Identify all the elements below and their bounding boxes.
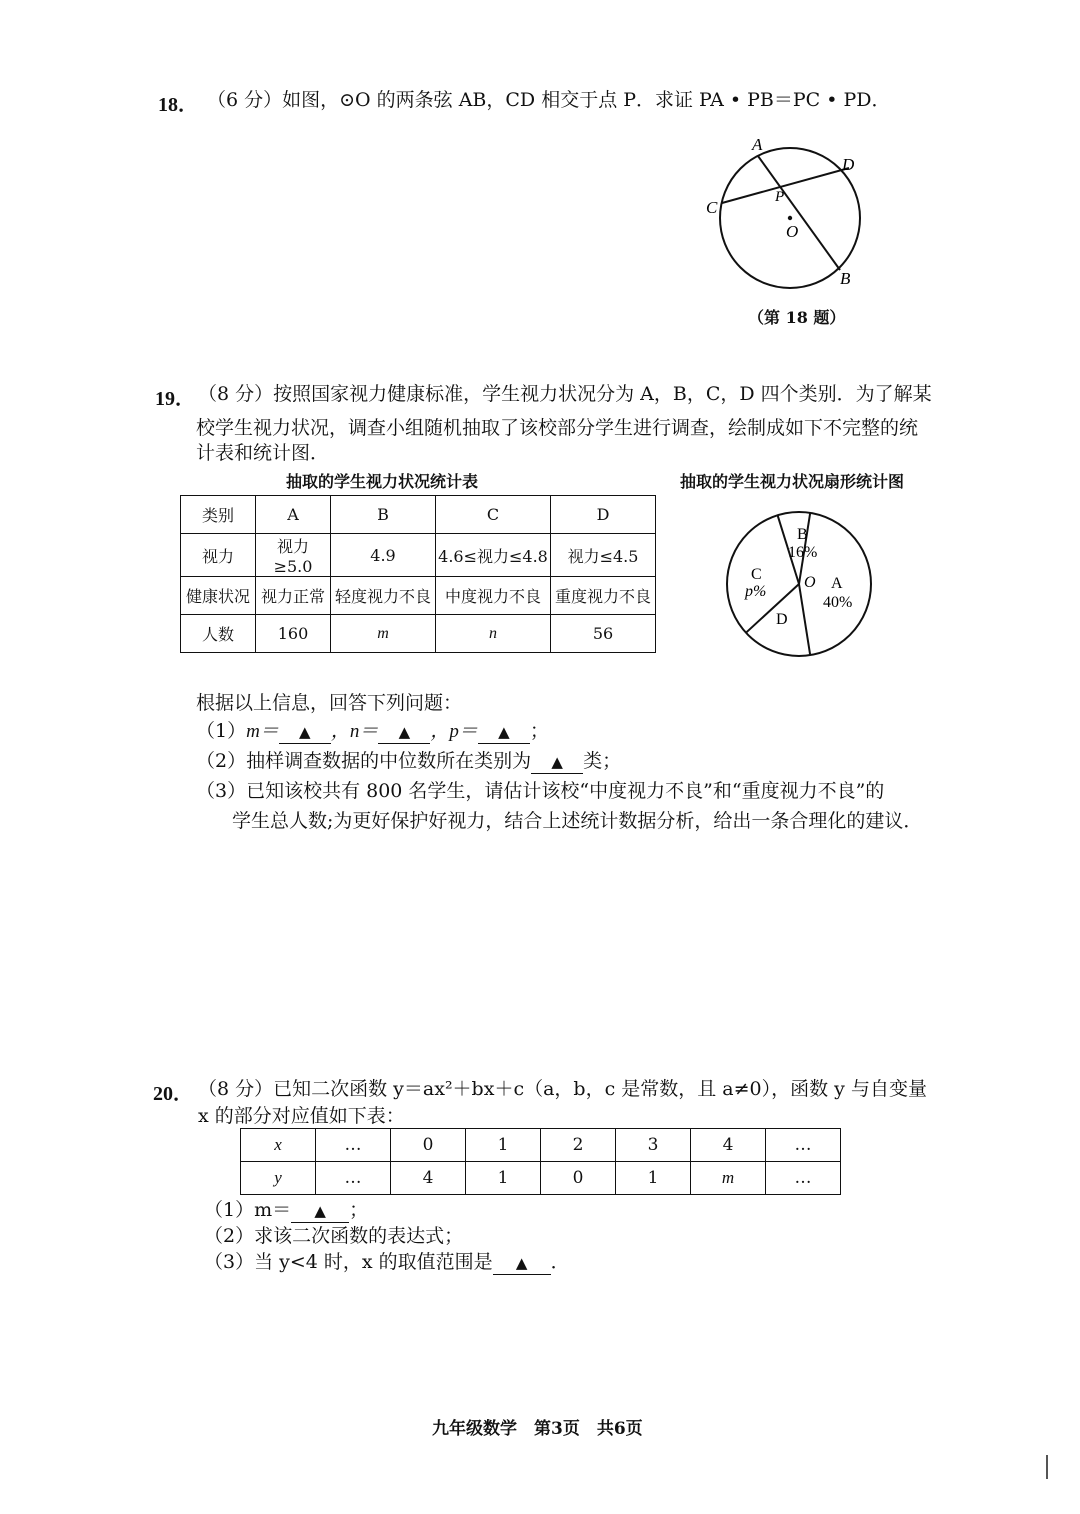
- pie-label-b: B: [797, 526, 808, 543]
- table-cell: …: [766, 1162, 841, 1195]
- table-cell: 160: [256, 615, 331, 653]
- circle-chords-figure: [690, 128, 880, 298]
- q20-part2: （2）求该二次函数的表达式；: [204, 1225, 464, 1247]
- q19-line3: 计表和统计图．: [196, 442, 330, 464]
- table-cell: …: [316, 1129, 391, 1162]
- label-p: P: [775, 189, 785, 205]
- table-row: [181, 577, 656, 615]
- label-o: O: [786, 222, 799, 241]
- q20-p1-end: ；: [349, 1199, 369, 1221]
- q19-p1-end: ；: [529, 720, 549, 742]
- table-cell: 视力≤4.5: [551, 534, 656, 577]
- table-cell: 0: [541, 1162, 616, 1195]
- q19-line1: （8 分）按照国家视力健康标准，学生视力状况分为 A，B，C，D 四个类别．为了解某: [198, 383, 932, 405]
- table-cell: 1: [616, 1162, 691, 1195]
- table-cell: 4.6≤视力≤4.8: [436, 534, 551, 577]
- margin-mark: [1046, 1455, 1048, 1479]
- answer-blank-m[interactable]: [279, 720, 331, 744]
- answer-blank-range[interactable]: [493, 1251, 551, 1275]
- table-cell: B: [331, 496, 436, 534]
- table-row: [181, 615, 656, 653]
- table-cell: m: [691, 1162, 766, 1195]
- q19-prompt: 根据以上信息，回答下列问题：: [196, 692, 463, 714]
- q19-p2-text: （2）抽样调查数据的中位数所在类别为: [196, 750, 532, 772]
- label-c: C: [706, 198, 718, 217]
- triangle-icon: ▲: [551, 753, 563, 771]
- table-cell: m: [331, 615, 436, 653]
- q19-p1-p: ，p＝: [430, 721, 478, 742]
- table-cell: 视力: [181, 534, 256, 577]
- table-cell: 人数: [181, 615, 256, 653]
- vision-stats-table: [180, 495, 656, 653]
- label-a: A: [752, 135, 763, 154]
- table-cell: 4: [391, 1162, 466, 1195]
- table-cell: 视力≥5.0: [256, 534, 331, 577]
- table-row: [181, 496, 656, 534]
- table-cell: 0: [391, 1129, 466, 1162]
- vision-pie-chart: [720, 505, 880, 665]
- pie-label-c: C: [751, 566, 762, 583]
- answer-blank-n[interactable]: [378, 720, 430, 744]
- q19-table-title: 抽取的学生视力状况统计表: [286, 472, 479, 491]
- q19-p1-num: （1）: [196, 720, 247, 742]
- triangle-icon: ▲: [515, 1254, 528, 1272]
- pie-label-o: O: [804, 574, 816, 591]
- q19-chart-title: 抽取的学生视力状况扇形统计图: [680, 472, 905, 491]
- q20-p3-text: （3）当 y<4 时，x 的取值范围是: [204, 1251, 493, 1273]
- q20-part3: [204, 1245, 570, 1279]
- center-point: [788, 216, 792, 220]
- table-cell: x: [241, 1129, 316, 1162]
- q19-number: 19．: [155, 388, 195, 410]
- q18-number: 18．: [158, 94, 198, 116]
- chord-cd: [722, 168, 849, 203]
- table-cell: 2: [541, 1129, 616, 1162]
- q19-p1-n: ，n＝: [330, 721, 379, 742]
- pie-pct-c: p%: [745, 583, 767, 600]
- q19-part2: [196, 744, 621, 778]
- q20-p3-end: ．: [550, 1251, 570, 1273]
- table-cell: 中度视力不良: [436, 577, 551, 615]
- table-cell: 轻度视力不良: [331, 577, 436, 615]
- q19-p1-m: m＝: [246, 721, 279, 742]
- table-cell: 3: [616, 1129, 691, 1162]
- q18-caption: （第 18 题）: [748, 308, 846, 327]
- pie-pct-a: 40%: [823, 594, 853, 611]
- table-cell: n: [436, 615, 551, 653]
- table-row: [181, 534, 656, 577]
- table-cell: 4.9: [331, 534, 436, 577]
- q20-line2: x 的部分对应值如下表：: [198, 1105, 405, 1127]
- answer-blank-median[interactable]: [531, 750, 583, 774]
- pie-label-d: D: [776, 611, 788, 628]
- page-footer: 九年级数学 第3页 共6页: [432, 1419, 643, 1439]
- pie-label-a: A: [831, 575, 843, 592]
- table-cell: 视力正常: [256, 577, 331, 615]
- table-cell: y: [241, 1162, 316, 1195]
- table-row: [241, 1162, 841, 1195]
- answer-blank-p[interactable]: [478, 720, 530, 744]
- triangle-icon: ▲: [314, 1202, 326, 1220]
- table-cell: 类别: [181, 496, 256, 534]
- q19-line2: 校学生视力状况，调查小组随机抽取了该校部分学生进行调查，绘制成如下不完整的统: [196, 417, 919, 439]
- q20-number: 20．: [153, 1083, 193, 1105]
- q20-p1-text: （1）m＝: [204, 1199, 292, 1221]
- pie-slice-d-edge: [799, 584, 810, 655]
- table-cell: A: [256, 496, 331, 534]
- table-row: [241, 1129, 841, 1162]
- table-cell: 1: [466, 1129, 541, 1162]
- q18-text: （6 分）如图，⊙O 的两条弦 AB，CD 相交于点 P．求证 PA • PB＝PC • PD．: [207, 89, 891, 111]
- q19-part3-line2: 学生总人数;为更好保护好视力，结合上述统计数据分析，给出一条合理化的建议．: [232, 810, 923, 832]
- table-cell: D: [551, 496, 656, 534]
- table-cell: …: [766, 1129, 841, 1162]
- table-cell: …: [316, 1162, 391, 1195]
- q19-p2-end: 类；: [583, 750, 622, 772]
- function-values-table: [240, 1128, 841, 1195]
- table-cell: 健康状况: [181, 577, 256, 615]
- table-cell: 56: [551, 615, 656, 653]
- triangle-icon: ▲: [498, 723, 510, 741]
- table-cell: 1: [466, 1162, 541, 1195]
- table-cell: 4: [691, 1129, 766, 1162]
- table-cell: C: [436, 496, 551, 534]
- triangle-icon: ▲: [299, 723, 311, 741]
- label-d: D: [842, 155, 855, 174]
- table-cell: 重度视力不良: [551, 577, 656, 615]
- pie-pct-b: 16%: [788, 544, 818, 561]
- label-b: B: [840, 269, 851, 288]
- q20-line1: （8 分）已知二次函数 y＝ax²＋bx＋c（a，b，c 是常数，且 a≠0），函数 y 与自变量: [198, 1078, 927, 1100]
- q19-part3-line1: （3）已知该校共有 800 名学生，请估计该校“中度视力不良”和“重度视力不良”的: [196, 780, 885, 802]
- triangle-icon: ▲: [398, 723, 411, 741]
